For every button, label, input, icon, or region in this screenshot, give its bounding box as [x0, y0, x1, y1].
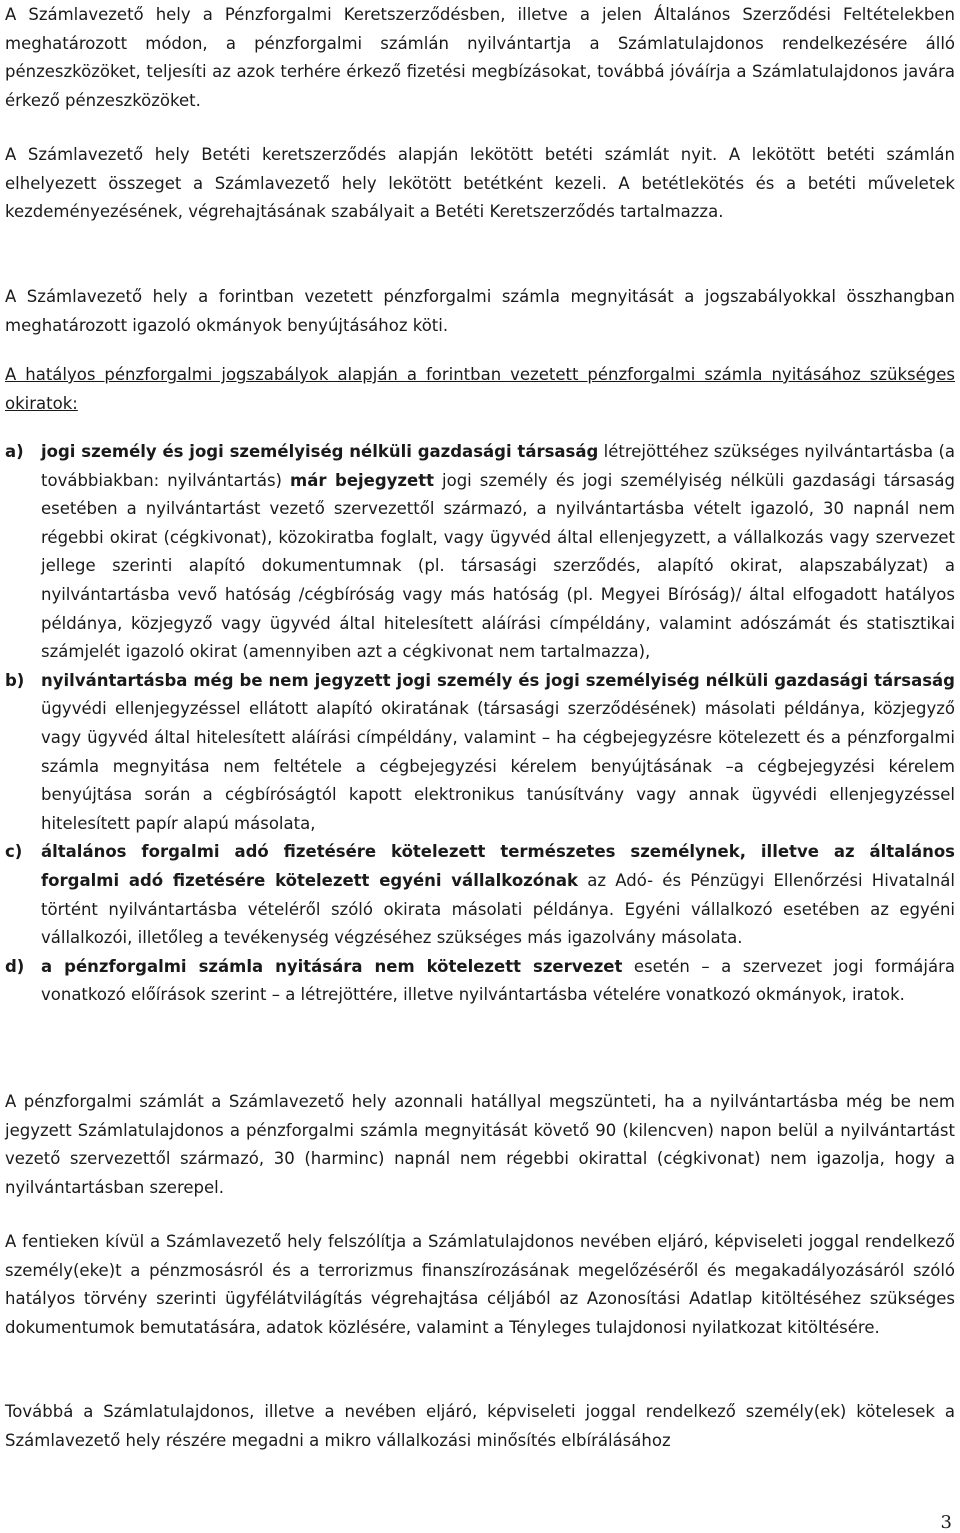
list-item-c: [5, 838, 955, 952]
plain-text: az Adó- és Pénzügyi Ellenőrzési Hivatalnál történt nyilvántartásba vételéről szóló okirata másolati példánya. Egyéni vállalkozó esetében az egyéni vállalkozói, illetőleg a tevékenység végzéséhez szükséges más igazolvány másolata.: [41, 870, 955, 948]
section-heading-required-documents: [5, 361, 955, 418]
bold-text: általános forgalmi adó fizetésére kötelezett természetes személynek, illetve az általános forgalmi adó fizetésére kötelezett egyéni vállalkozónak: [41, 842, 955, 890]
required-documents-list: [5, 438, 955, 1010]
plain-text: esetén – a szervezet jogi formájára vonatkozó előírások szerint – a létrejöttére, illetve nyilvántartásba vételére vonatkozó okmányok, iratok.: [41, 956, 956, 1005]
list-item-d: [5, 953, 955, 1010]
list-label: b): [5, 670, 25, 690]
underlined-heading: A hatályos pénzforgalmi jogszabályok alapján a forintban vezetett pénzforgalmi számla nyitásához szükséges okiratok:: [5, 365, 955, 413]
list-text: [41, 953, 955, 1010]
list-text: [41, 667, 955, 839]
list-label: c): [5, 842, 23, 862]
bold-text: a pénzforgalmi számla nyitására nem kötelezett szervezet: [41, 956, 623, 976]
plain-text: jogi személy és jogi személyiség nélküli gazdasági társaság esetében a nyilvántartást vezető szervezettől származó, a nyilvántartásba vételt igazoló, 30 napnál nem régebbi okirat (cégkivonat), közokiratba foglalt, vagy ügyvéd által ellenjegyzett, a vállalkozás vagy szervezet jellege szerinti alapító dokumentumnak (pl. társasági szerződés, alapító okirat, alapszabályzat) a nyilvántartásba vevő hatóság /cégbíróság vagy más hatóság (pl. Megyei Bíróság)/ által elfogadott hatályos példánya, közjegyző vagy ügyvéd által hitelesített aláírási címpéldány, valamint adószámát és statisztikai számjelét igazoló okirat (amennyiben azt a cégkivonat nem tartalmazza),: [41, 470, 955, 662]
bold-text: nyilvántartásba még be nem jegyzett jogi személy és jogi személyiség nélküli gazdasági társaság: [41, 670, 955, 690]
list-text: [41, 438, 955, 667]
list-label: a): [5, 442, 24, 461]
paragraph-micro-enterprise: Továbbá a Számlatulajdonos, illetve a nevében eljáró, képviseleti joggal rendelkező személy(ek) kötelesek a Számlavezető hely részére megadni a mikro vállalkozási minősítés elbírálásához: [5, 1402, 955, 1450]
bold-text: jogi személy és jogi személyiség nélküli gazdasági társaság: [41, 442, 599, 461]
list-item-a: [5, 438, 955, 667]
list-label: d): [5, 956, 25, 976]
paragraph-deposit-account: A Számlavezető hely Betéti keretszerződés alapján lekötött betéti számlát nyit. A lekötött betéti számlán elhelyezett összeget a Számlavezető hely lekötött betétként kezeli. A betétlekötés és a betéti műveletek kezdeményezésének, végrehajtásának szabályait a Betéti Keretszerződés tartalmazza.: [5, 145, 955, 222]
list-item-b: [5, 667, 955, 839]
paragraph-opening-documents: A Számlavezető hely a forintban vezetett pénzforgalmi számla megnyitását a jogszabályokkal összhangban meghatározott igazoló okmányok benyújtásához köti.: [5, 287, 955, 335]
plain-text: ügyvédi ellenjegyzéssel ellátott alapító okiratának (társasági szerződésének) másolati példánya, közjegyző vagy ügyvéd által hitelesített aláírási címpéldány, valamint – ha cégbejegyzésre kötelezett és a pénzforgalmi számla megnyitása nem feltétele a cégbejegyzési kérelem benyújtásának –a cégbejegyzési kérelem benyújtása során a cégbíróságtól kapott elektronikus tanúsítvány vagy annak ügyvédi ellenjegyzéssel hitelesített papír alapú másolata,: [41, 699, 955, 833]
bold-text: már bejegyzett: [290, 470, 434, 490]
paragraph-customer-due-diligence: A fentieken kívül a Számlavezető hely felszólítja a Számlatulajdonos nevében eljáró, képviseleti joggal rendelkező személy(eke)t a pénzmosásról és a terrorizmus finanszírozásának megelőzéséről és megakadályozásáról szóló hatályos törvény szerinti ügyfélátvilágítás végrehajtása céljából az Azonosítási Adatlap kitöltéséhez szükséges dokumentumok bemutatására, adatok közlésére, valamint a Tényleges tulajdonosi nyilatkozat kitöltésére.: [5, 1232, 955, 1337]
list-text: [41, 838, 955, 952]
page-number: 3: [940, 1512, 952, 1533]
paragraph-account-management: A Számlavezető hely a Pénzforgalmi Keretszerződésben, illetve a jelen Általános Szerződési Feltételekben meghatározott módon, a pénzforgalmi számlán nyilvántartja a Számlatulajdonos rendelkezésére álló pénzeszközöket, teljesíti az azok terhére érkező fizetési megbízásokat, továbbá jóváírja a Számlatulajdonos javára érkező pénzeszközöket.: [5, 5, 955, 110]
plain-text: létrejöttéhez szükséges nyilvántartásba (a továbbiakban: nyilvántartás): [41, 442, 956, 490]
paragraph-termination: A pénzforgalmi számlát a Számlavezető hely azonnali hatállyal megszünteti, ha a nyilvántartásba még be nem jegyzett Számlatulajdonos a pénzforgalmi számla megnyitását követő 90 (kilencven) napon belül a nyilvántartást vezető szervezettől származó, 30 (harminc) napnál nem régebbi okirattal (cégkivonat) nem igazolja, hogy a nyilvántartásban szerepel.: [5, 1092, 955, 1197]
